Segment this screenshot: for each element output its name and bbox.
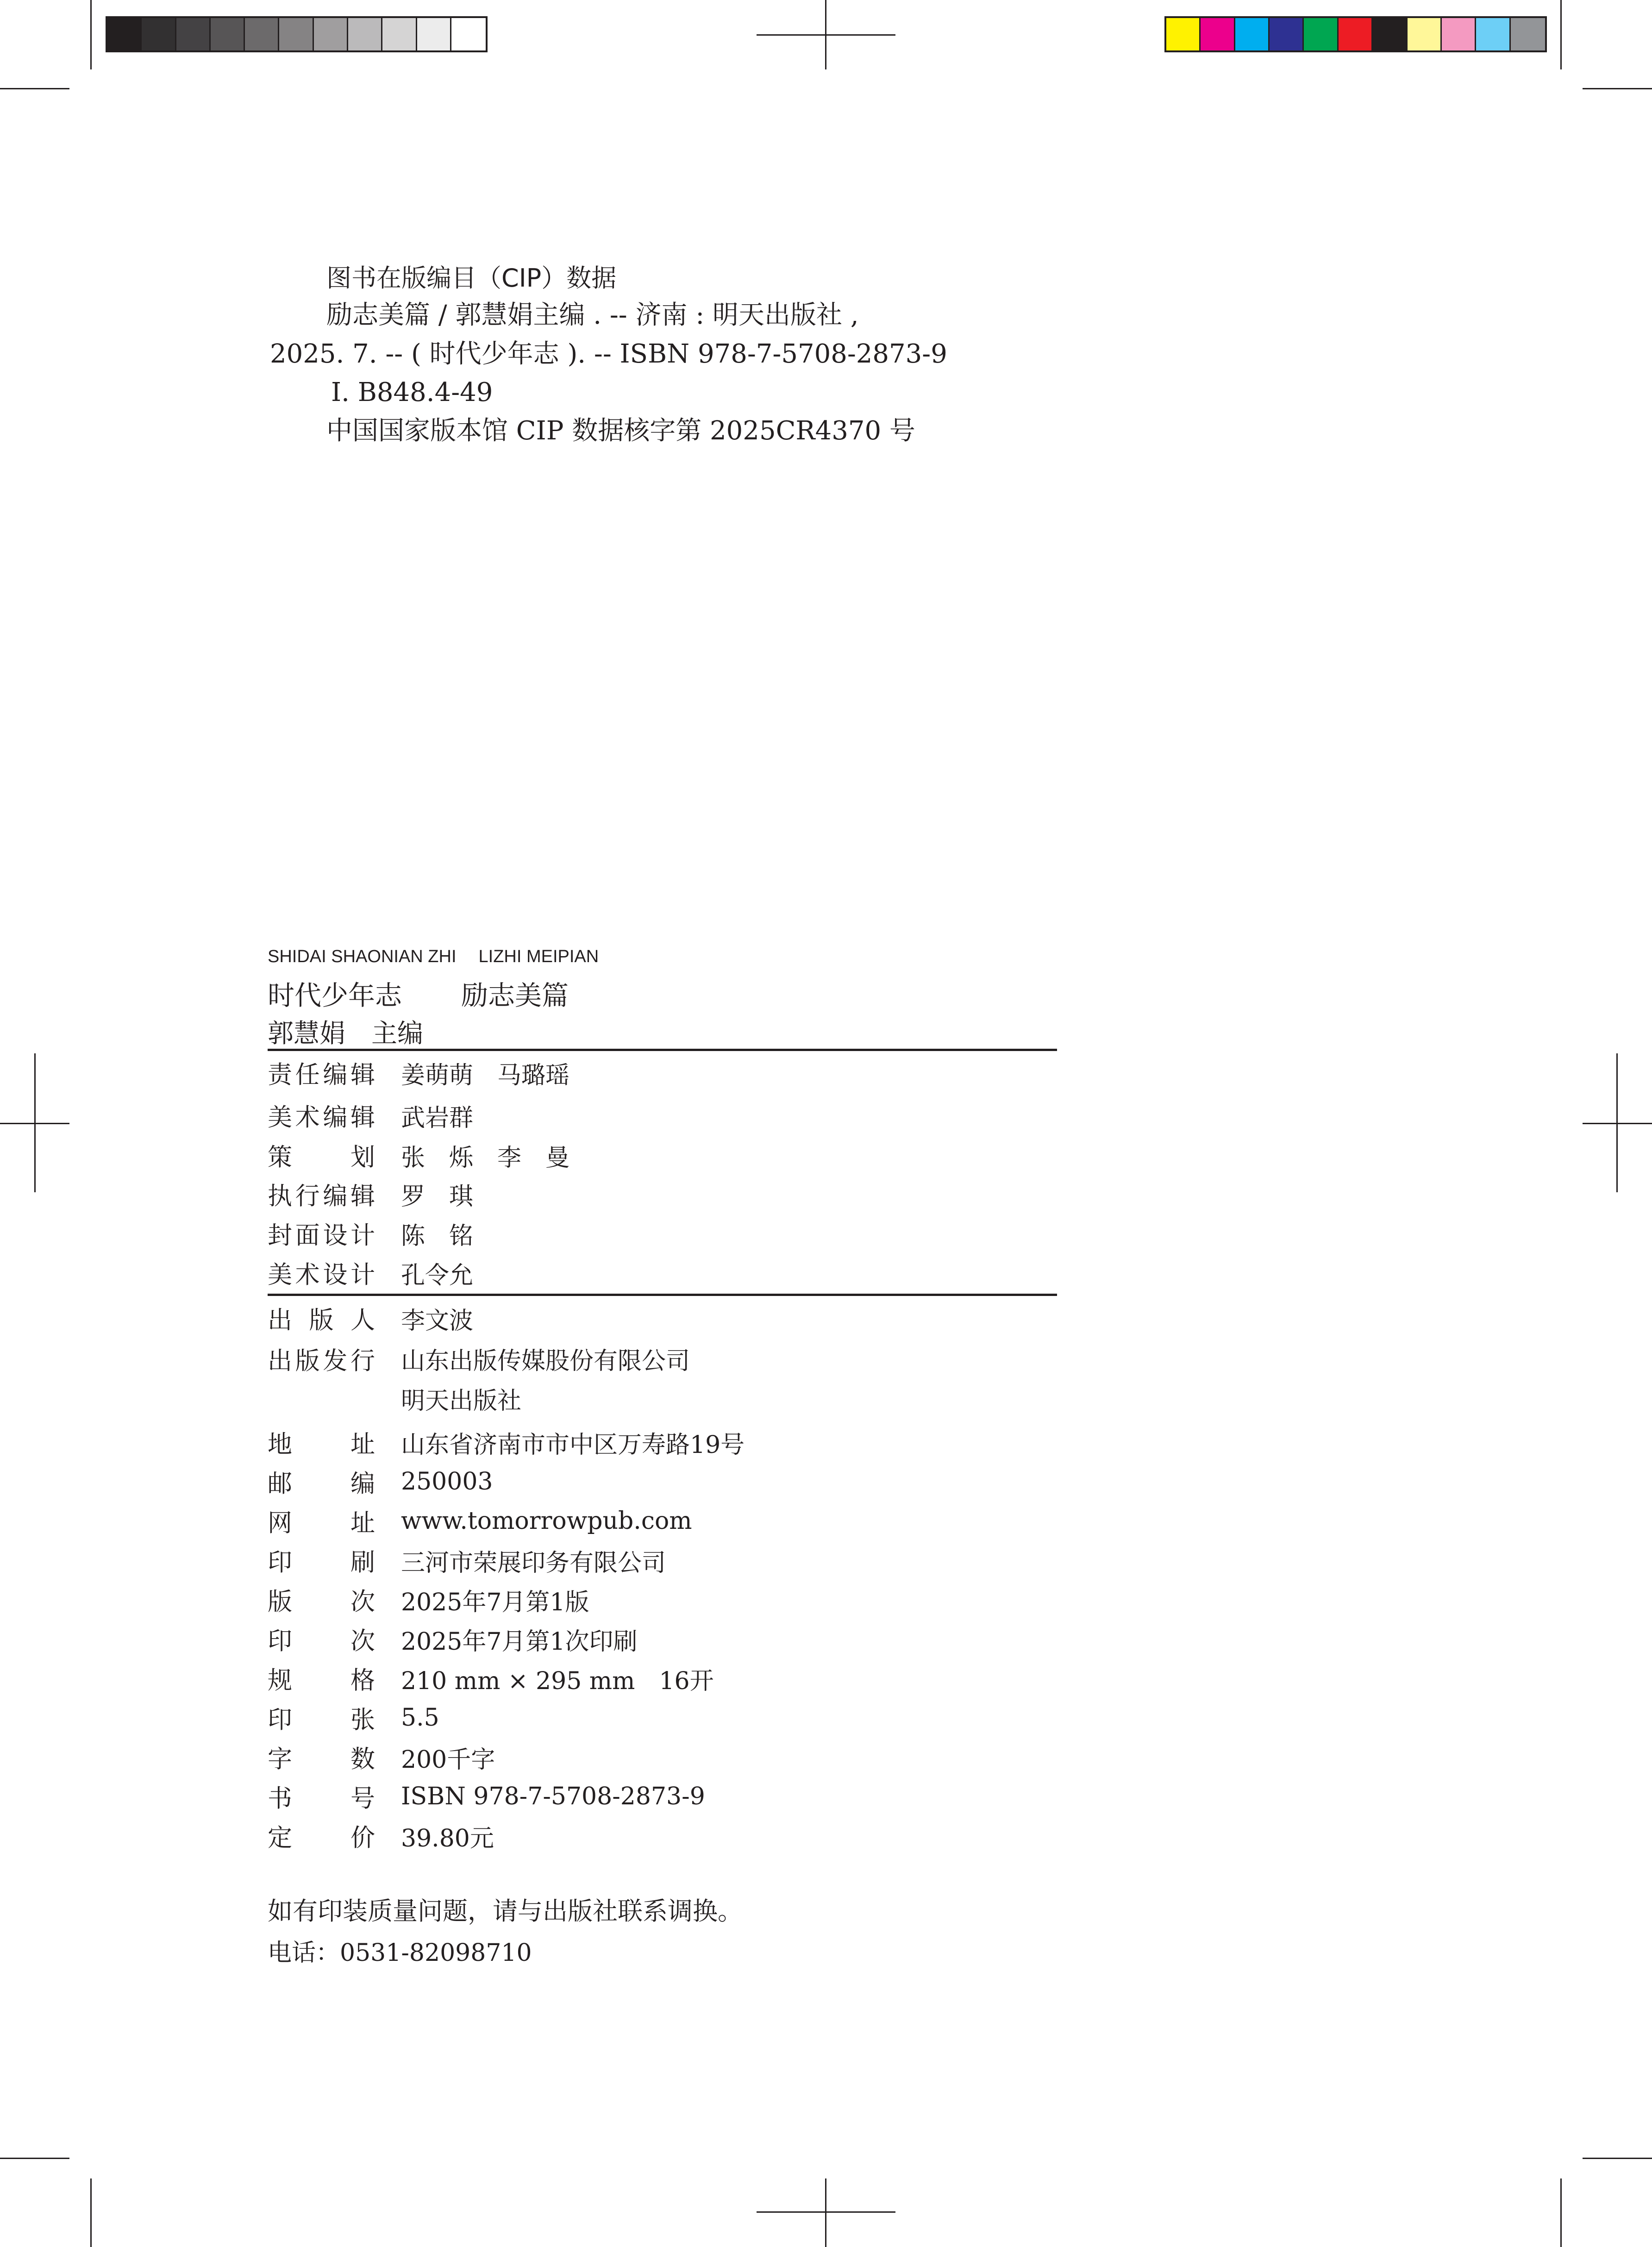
credit-value: 孔令允 [401, 1261, 474, 1289]
crop-mark [1583, 88, 1652, 89]
credit-value: 陈 铭 [401, 1222, 474, 1250]
credit-row [268, 1257, 473, 1289]
crop-mark [1560, 0, 1562, 69]
color-swatch [211, 18, 245, 50]
detail-label: 地址 [268, 1430, 375, 1458]
publisher-value: 李文波 [401, 1307, 474, 1335]
series-name: 时代少年志 [268, 980, 402, 1011]
credit-value: 武岩群 [401, 1104, 474, 1132]
crop-mark [0, 88, 69, 89]
credit-label: 执行编辑 [268, 1182, 375, 1210]
registration-mark [825, 0, 826, 69]
color-swatch [107, 18, 142, 50]
registration-mark [1616, 1053, 1618, 1192]
distributor: 明天出版社 [401, 1387, 522, 1415]
color-swatch [176, 18, 211, 50]
color-swatch [417, 18, 451, 50]
detail-row [268, 1465, 493, 1498]
credit-row [268, 1217, 473, 1250]
cip-line: 2025. 7. -- ( 时代少年志 ). -- ISBN 978-7-5708-2873-9 [270, 339, 947, 369]
detail-row [268, 1544, 666, 1577]
color-swatch [314, 18, 348, 50]
registration-mark [825, 2178, 826, 2247]
color-swatch [1166, 18, 1201, 50]
crop-mark [1583, 2158, 1652, 2159]
distributor: 山东出版传媒股份有限公司 [401, 1347, 690, 1375]
detail-value: www.tomorrowpub.com [401, 1507, 692, 1535]
registration-mark [34, 1053, 36, 1192]
detail-row [268, 1662, 714, 1695]
color-swatch [382, 18, 417, 50]
credit-row [268, 1139, 569, 1171]
crop-mark [1560, 2178, 1562, 2247]
publisher-label: 出版人 [268, 1306, 375, 1334]
color-swatch [348, 18, 382, 50]
divider [268, 1049, 1057, 1051]
color-calibration-strip [1164, 16, 1547, 52]
editor-credit: 郭慧娟 主编 [268, 1019, 423, 1049]
credit-row [268, 1057, 569, 1089]
detail-value: 三河市荣展印务有限公司 [401, 1549, 666, 1577]
color-swatch [245, 18, 279, 50]
detail-label: 印次 [268, 1627, 375, 1655]
detail-label: 印刷 [268, 1548, 375, 1577]
credit-row [268, 1178, 473, 1210]
detail-value: 39.80元 [401, 1824, 494, 1853]
distribution-label: 出版发行 [268, 1347, 375, 1375]
pinyin-title: LIZHI MEIPIAN [478, 947, 599, 966]
credit-label: 美术设计 [268, 1261, 375, 1289]
color-swatch [1511, 18, 1545, 50]
book-title: 励志美篇 [461, 980, 569, 1011]
detail-value: 山东省济南市市中区万寿路19号 [401, 1431, 745, 1459]
crop-mark [0, 2158, 69, 2159]
detail-label: 定价 [268, 1824, 375, 1852]
detail-row [268, 1702, 439, 1734]
detail-row [268, 1780, 705, 1813]
color-swatch [1476, 18, 1510, 50]
detail-value: 2025年7月第1版 [401, 1588, 589, 1616]
quality-note: 如有印装质量问题，请与出版社联系调换。 [268, 1896, 743, 1926]
color-swatch [1235, 18, 1270, 50]
color-swatch [1442, 18, 1476, 50]
color-swatch [451, 18, 486, 50]
detail-value: 2025年7月第1次印刷 [401, 1627, 638, 1656]
detail-label: 版次 [268, 1588, 375, 1616]
detail-value: 200千字 [401, 1746, 495, 1774]
cip-line: 励志美篇 / 郭慧娟主编 . -- 济南 : 明天出版社 , [326, 300, 859, 330]
color-swatch [279, 18, 313, 50]
detail-value: 210 mm × 295 mm 16开 [401, 1667, 714, 1695]
contact-phone: 电话：0531-82098710 [268, 1939, 532, 1967]
cip-line: 中国国家版本馆 CIP 数据核字第 2025CR4370 号 [326, 416, 915, 446]
series-pinyin [268, 947, 621, 967]
crop-mark [90, 0, 92, 69]
publisher-row [268, 1302, 473, 1334]
credit-value: 张 烁 李 曼 [401, 1144, 570, 1172]
divider [268, 1294, 1057, 1296]
credit-label: 责任编辑 [268, 1061, 375, 1089]
color-swatch [1304, 18, 1338, 50]
pinyin-series: SHIDAI SHAONIAN ZHI [268, 947, 457, 966]
detail-label: 邮编 [268, 1470, 375, 1498]
detail-row [268, 1820, 494, 1852]
detail-label: 书号 [268, 1784, 375, 1813]
credit-value: 姜萌萌 马璐瑶 [401, 1061, 570, 1089]
detail-row [268, 1584, 589, 1616]
crop-mark [90, 2178, 92, 2247]
detail-value: 250003 [401, 1468, 493, 1496]
credit-row [268, 1099, 473, 1132]
color-swatch [1339, 18, 1373, 50]
credit-label: 封面设计 [268, 1221, 375, 1250]
title-line [268, 974, 628, 1013]
color-swatch [1408, 18, 1442, 50]
color-swatch [142, 18, 176, 50]
credit-label: 策划 [268, 1143, 375, 1171]
cip-heading: 图书在版编目（CIP）数据 [326, 263, 617, 293]
detail-label: 字数 [268, 1745, 375, 1773]
detail-value: 5.5 [401, 1704, 439, 1732]
detail-label: 网址 [268, 1509, 375, 1537]
credit-value: 罗 琪 [401, 1183, 474, 1211]
cip-line: Ⅰ. B848.4-49 [331, 377, 493, 407]
distribution-value [401, 1341, 690, 1421]
detail-row [268, 1741, 495, 1773]
color-swatch [1270, 18, 1304, 50]
detail-row [268, 1623, 638, 1655]
distribution-row [268, 1345, 690, 1425]
detail-row [268, 1426, 745, 1458]
credit-label: 美术编辑 [268, 1103, 375, 1132]
color-swatch [1201, 18, 1235, 50]
detail-label: 印张 [268, 1706, 375, 1734]
detail-label: 规格 [268, 1666, 375, 1695]
detail-row [268, 1505, 692, 1537]
detail-value: ISBN 978-7-5708-2873-9 [401, 1783, 705, 1810]
grayscale-calibration-strip [106, 16, 488, 52]
color-swatch [1373, 18, 1407, 50]
